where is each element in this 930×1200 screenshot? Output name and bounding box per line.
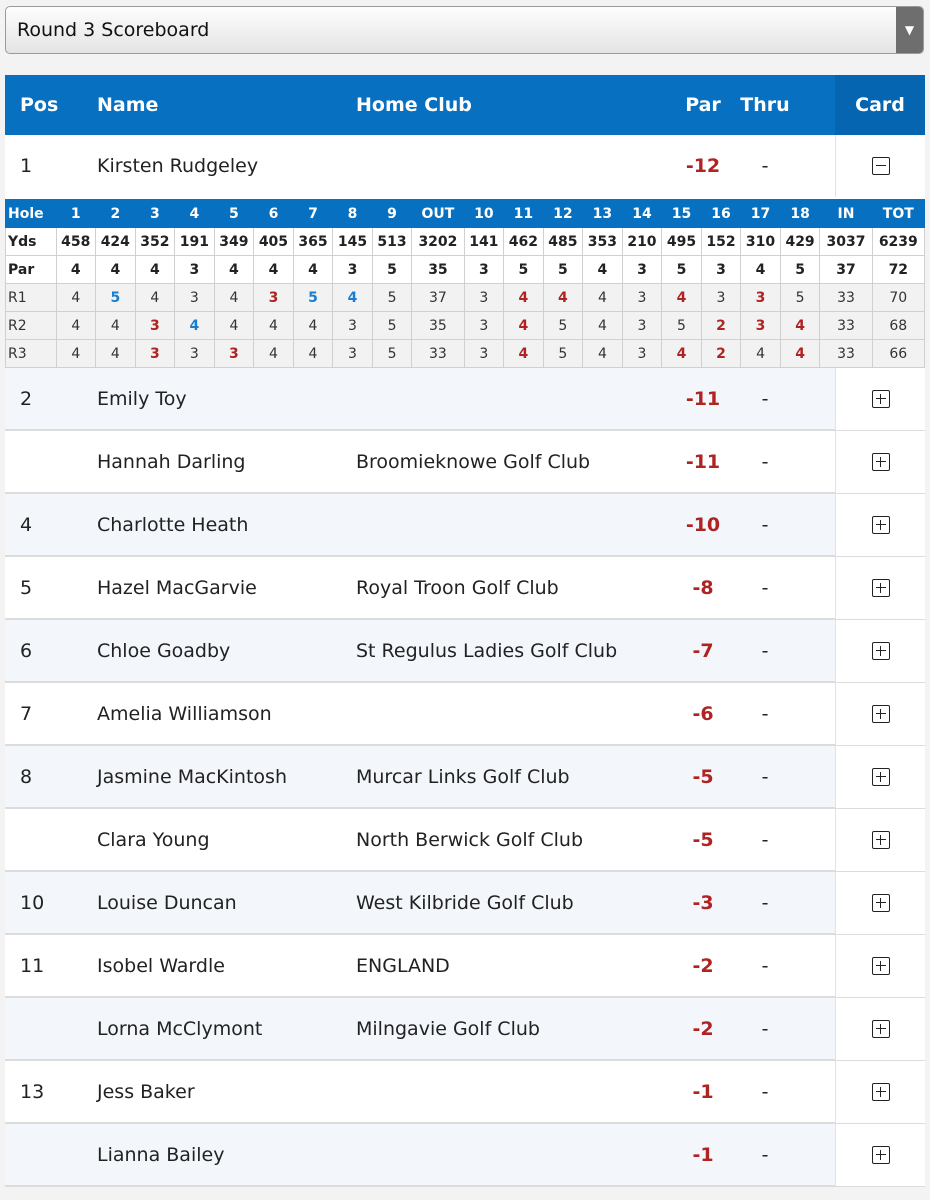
card-toggle[interactable] <box>835 872 925 934</box>
scorecard-cell: 18 <box>780 200 820 228</box>
player-name: Emily Toy <box>97 388 187 410</box>
scorecard-cell: IN <box>820 200 872 228</box>
scorecard-cell: 4 <box>504 284 544 312</box>
player-par: -1 <box>692 1081 714 1103</box>
scorecard-cell: 35 <box>412 312 464 340</box>
scorecard-cell: 3 <box>175 284 215 312</box>
card-toggle[interactable] <box>835 557 925 619</box>
expand-plus-icon[interactable] <box>872 579 890 597</box>
scorecard-cell: 4 <box>293 312 333 340</box>
scorecard-cell: 4 <box>56 256 96 284</box>
expand-plus-icon[interactable] <box>872 957 890 975</box>
scoreboard <box>5 75 925 1187</box>
scorecard-cell: 33 <box>820 312 872 340</box>
card-toggle[interactable] <box>835 809 925 871</box>
scorecard-cell: 37 <box>820 256 872 284</box>
scorecard-cell: 3 <box>333 256 373 284</box>
player-par: -3 <box>692 892 714 914</box>
scorecard-panel <box>5 197 925 368</box>
scorecard-cell: 458 <box>56 228 96 256</box>
scorecard-cell: 145 <box>333 228 373 256</box>
scorecard-cell: OUT <box>412 200 464 228</box>
scorecard-cell: 4 <box>135 284 175 312</box>
scorecard-cell: 5 <box>543 256 583 284</box>
header-thru-label: Thru <box>740 94 790 116</box>
scorecard-cell: 3 <box>622 312 662 340</box>
scorecard-cell: 349 <box>214 228 254 256</box>
scorecard-cell: 33 <box>412 340 464 368</box>
player-pos: 10 <box>20 892 45 914</box>
scorecard-cell: 4 <box>254 312 294 340</box>
scorecard-cell: 3 <box>622 284 662 312</box>
player-pos: 2 <box>20 388 33 410</box>
player-thru: - <box>761 1018 769 1040</box>
card-toggle[interactable] <box>835 1061 925 1123</box>
scorecard-cell: 11 <box>504 200 544 228</box>
scorecard-cell: 3 <box>741 312 781 340</box>
player-thru: - <box>761 955 769 977</box>
scorecard-row <box>6 340 925 368</box>
scorecard-cell: 5 <box>543 340 583 368</box>
table-row[interactable] <box>5 746 925 809</box>
scorecard-cell: 4 <box>96 340 136 368</box>
scorecard-cell: 72 <box>872 256 924 284</box>
scorecard-cell: 2 <box>96 200 136 228</box>
player-name: Louise Duncan <box>97 892 237 914</box>
player-name: Hazel MacGarvie <box>97 577 257 599</box>
scorecard-cell: 3 <box>135 312 175 340</box>
table-row[interactable] <box>5 1061 925 1124</box>
scorecard-cell: 3 <box>464 256 504 284</box>
scorecard-cell: 4 <box>583 312 623 340</box>
player-par: -7 <box>692 640 714 662</box>
scorecard-cell: 12 <box>543 200 583 228</box>
player-thru: - <box>761 514 769 536</box>
scorecard-cell: 4 <box>583 340 623 368</box>
scorecard-cell: 5 <box>372 284 412 312</box>
scorecard-cell: 3 <box>214 340 254 368</box>
player-thru: - <box>761 451 769 473</box>
player-par: -5 <box>692 766 714 788</box>
table-row[interactable] <box>5 1124 925 1187</box>
scorecard-cell: 68 <box>872 312 924 340</box>
player-name: Chloe Goadby <box>97 640 231 662</box>
scorecard-cell: 352 <box>135 228 175 256</box>
scorecard-row-label: R2 <box>6 312 57 340</box>
card-toggle[interactable] <box>835 683 925 745</box>
card-toggle[interactable] <box>835 998 925 1060</box>
scorecard-cell: 3 <box>175 340 215 368</box>
player-thru: - <box>761 155 769 177</box>
scorecard-cell: 4 <box>504 312 544 340</box>
header-club: Home Club <box>356 94 472 116</box>
round-select-value: Round 3 Scoreboard <box>17 19 210 41</box>
scorecard-cell: 5 <box>543 312 583 340</box>
card-toggle[interactable] <box>835 746 925 808</box>
player-par: -12 <box>685 155 721 177</box>
table-row[interactable] <box>5 494 925 557</box>
table-row[interactable] <box>5 431 925 494</box>
expand-plus-icon[interactable] <box>872 1146 890 1164</box>
scorecard-cell: 4 <box>333 284 373 312</box>
scorecard-cell: 2 <box>701 312 741 340</box>
player-par: -11 <box>685 388 721 410</box>
scorecard-cell: 37 <box>412 284 464 312</box>
scorecard-cell: 210 <box>622 228 662 256</box>
player-pos: 7 <box>20 703 33 725</box>
table-row[interactable] <box>5 368 925 431</box>
scorecard-cell: 4 <box>96 312 136 340</box>
player-name: Lianna Bailey <box>97 1144 225 1166</box>
scorecard-cell: 3037 <box>820 228 872 256</box>
scorecard-cell: 5 <box>662 312 702 340</box>
card-toggle[interactable] <box>835 368 925 430</box>
scorecard-cell: 5 <box>504 256 544 284</box>
scorecard-cell: 429 <box>780 228 820 256</box>
card-toggle[interactable] <box>835 494 925 556</box>
player-pos: 5 <box>20 577 33 599</box>
scorecard-cell: TOT <box>872 200 924 228</box>
scorecard-cell: 191 <box>175 228 215 256</box>
scorecard-cell: 3 <box>254 284 294 312</box>
scorecard-cell: 5 <box>662 256 702 284</box>
triangle-down-icon[interactable]: ▼ <box>896 7 923 53</box>
player-pos: 8 <box>20 766 33 788</box>
scorecard-row-label: R1 <box>6 284 57 312</box>
player-name: Clara Young <box>97 829 210 851</box>
scorecard-cell: 4 <box>96 256 136 284</box>
player-pos: 4 <box>20 514 33 536</box>
scorecard-cell: 6239 <box>872 228 924 256</box>
scorecard-row-label: Yds <box>6 228 57 256</box>
scorecard-cell: 4 <box>56 312 96 340</box>
scorecard-cell: 4 <box>583 256 623 284</box>
card-toggle[interactable] <box>835 1124 925 1186</box>
header-name: Name <box>97 94 159 116</box>
player-club: Broomieknowe Golf Club <box>356 451 591 473</box>
scorecard-cell: 8 <box>333 200 373 228</box>
scorecard-cell: 3 <box>135 340 175 368</box>
scorecard-row <box>6 284 925 312</box>
round-select[interactable] <box>5 6 924 54</box>
scorecard-cell: 4 <box>214 312 254 340</box>
table-row[interactable] <box>5 935 925 998</box>
expand-plus-icon[interactable] <box>872 642 890 660</box>
expand-plus-icon[interactable] <box>872 1083 890 1101</box>
player-thru: - <box>761 1081 769 1103</box>
scorecard-cell: 424 <box>96 228 136 256</box>
player-club: ENGLAND <box>356 955 450 977</box>
table-row[interactable] <box>5 809 925 872</box>
player-name: Amelia Williamson <box>97 703 272 725</box>
player-par: -2 <box>692 1018 714 1040</box>
scorecard-cell: 485 <box>543 228 583 256</box>
scorecard-cell: 4 <box>780 340 820 368</box>
scorecard-cell: 5 <box>96 284 136 312</box>
player-thru: - <box>761 892 769 914</box>
card-toggle[interactable] <box>835 935 925 997</box>
scorecard-cell: 5 <box>372 340 412 368</box>
player-par: -5 <box>692 829 714 851</box>
scorecard-cell: 35 <box>412 256 464 284</box>
scoreboard-header <box>5 75 925 135</box>
scorecard-row-label: Hole <box>6 200 57 228</box>
player-pos: 6 <box>20 640 33 662</box>
header-pos: Pos <box>20 94 59 116</box>
scorecard-cell: 405 <box>254 228 294 256</box>
scorecard-cell: 3 <box>135 200 175 228</box>
card-toggle[interactable] <box>835 431 925 493</box>
player-par: -11 <box>685 451 721 473</box>
expand-plus-icon[interactable] <box>872 894 890 912</box>
player-pos: 13 <box>20 1081 45 1103</box>
scorecard-cell: 4 <box>780 312 820 340</box>
scorecard-row <box>6 256 925 284</box>
expand-plus-icon[interactable] <box>872 516 890 534</box>
scorecard-cell: 3 <box>741 284 781 312</box>
scorecard-cell: 3202 <box>412 228 464 256</box>
scorecard-cell: 3 <box>464 340 504 368</box>
scorecard-cell: 4 <box>543 284 583 312</box>
scorecard-cell: 495 <box>662 228 702 256</box>
scorecard-cell: 3 <box>175 256 215 284</box>
scorecard-cell: 4 <box>662 340 702 368</box>
scorecard-cell: 5 <box>214 200 254 228</box>
table-row[interactable] <box>5 620 925 683</box>
scorecard-cell: 365 <box>293 228 333 256</box>
table-row[interactable] <box>5 998 925 1061</box>
scorecard-cell: 5 <box>372 256 412 284</box>
scorecard-row-label: R3 <box>6 340 57 368</box>
player-club: St Regulus Ladies Golf Club <box>356 640 618 662</box>
scorecard-cell: 13 <box>583 200 623 228</box>
player-club: North Berwick Golf Club <box>356 829 584 851</box>
scorecard-cell: 33 <box>820 340 872 368</box>
player-name: Jess Baker <box>97 1081 195 1103</box>
header-par: Par <box>685 94 721 116</box>
scorecard-cell: 3 <box>701 284 741 312</box>
table-row[interactable] <box>5 872 925 935</box>
player-name: Kirsten Rudgeley <box>97 155 259 177</box>
scorecard-cell: 141 <box>464 228 504 256</box>
scorecard-cell: 7 <box>293 200 333 228</box>
scorecard-cell: 4 <box>741 340 781 368</box>
scorecard-row <box>6 200 925 228</box>
card-toggle[interactable] <box>835 135 925 197</box>
player-pos: 11 <box>20 955 45 977</box>
player-club: Royal Troon Golf Club <box>356 577 559 599</box>
player-club: West Kilbride Golf Club <box>356 892 574 914</box>
scorecard-cell: 152 <box>701 228 741 256</box>
scorecard-cell: 16 <box>701 200 741 228</box>
scorecard-cell: 353 <box>583 228 623 256</box>
expand-plus-icon[interactable] <box>872 390 890 408</box>
scorecard-cell: 4 <box>293 256 333 284</box>
scorecard-cell: 70 <box>872 284 924 312</box>
scorecard-cell: 4 <box>175 200 215 228</box>
scorecard-cell: 3 <box>464 312 504 340</box>
expand-plus-icon[interactable] <box>872 768 890 786</box>
scorecard-cell: 3 <box>333 312 373 340</box>
table-row[interactable] <box>5 683 925 746</box>
scorecard-cell: 14 <box>622 200 662 228</box>
scorecard-cell: 4 <box>214 256 254 284</box>
player-thru: - <box>761 829 769 851</box>
scorecard-cell: 4 <box>293 340 333 368</box>
scorecard-cell: 6 <box>254 200 294 228</box>
player-name: Lorna McClymont <box>97 1018 263 1040</box>
scorecard-table <box>5 199 925 368</box>
scorecard-row <box>6 228 925 256</box>
scorecard-cell: 9 <box>372 200 412 228</box>
expand-plus-icon[interactable] <box>872 453 890 471</box>
scorecard-cell: 5 <box>293 284 333 312</box>
header-card: Card <box>835 75 925 135</box>
scorecard-cell: 5 <box>372 312 412 340</box>
expand-plus-icon[interactable] <box>872 831 890 849</box>
scorecard-cell: 3 <box>622 256 662 284</box>
scorecard-cell: 3 <box>701 256 741 284</box>
scorecard-cell: 4 <box>662 284 702 312</box>
player-par: -8 <box>692 577 714 599</box>
player-thru: - <box>761 388 769 410</box>
scorecard-row-label: Par <box>6 256 57 284</box>
player-club: Murcar Links Golf Club <box>356 766 570 788</box>
header-thru <box>720 75 810 135</box>
scorecard-cell: 5 <box>780 284 820 312</box>
scorecard-cell: 33 <box>820 284 872 312</box>
table-row-leader[interactable] <box>5 135 925 197</box>
player-list <box>5 368 925 1187</box>
scorecard-cell: 3 <box>464 284 504 312</box>
scorecard-cell: 1 <box>56 200 96 228</box>
collapse-minus-icon[interactable] <box>872 157 890 175</box>
expand-plus-icon[interactable] <box>872 705 890 723</box>
scorecard-cell: 66 <box>872 340 924 368</box>
scorecard-cell: 5 <box>780 256 820 284</box>
scorecard-cell: 4 <box>214 284 254 312</box>
scorecard-cell: 3 <box>333 340 373 368</box>
scorecard-cell: 4 <box>175 312 215 340</box>
player-thru: - <box>761 577 769 599</box>
scorecard-cell: 3 <box>622 340 662 368</box>
scorecard-cell: 4 <box>135 256 175 284</box>
scorecard-cell: 2 <box>701 340 741 368</box>
player-club: Milngavie Golf Club <box>356 1018 540 1040</box>
scorecard-cell: 17 <box>741 200 781 228</box>
scorecard-cell: 10 <box>464 200 504 228</box>
scorecard-cell: 4 <box>56 284 96 312</box>
scorecard-cell: 513 <box>372 228 412 256</box>
scorecard-cell: 15 <box>662 200 702 228</box>
player-name: Isobel Wardle <box>97 955 225 977</box>
card-toggle[interactable] <box>835 620 925 682</box>
player-par: -1 <box>692 1144 714 1166</box>
player-name: Charlotte Heath <box>97 514 249 536</box>
scorecard-cell: 4 <box>254 256 294 284</box>
scorecard-cell: 4 <box>254 340 294 368</box>
player-thru: - <box>761 703 769 725</box>
player-par: -2 <box>692 955 714 977</box>
player-name: Hannah Darling <box>97 451 246 473</box>
table-row[interactable] <box>5 557 925 620</box>
player-thru: - <box>761 766 769 788</box>
scorecard-cell: 462 <box>504 228 544 256</box>
scorecard-cell: 4 <box>741 256 781 284</box>
player-thru: - <box>761 640 769 662</box>
player-par: -6 <box>692 703 714 725</box>
scorecard-cell: 4 <box>56 340 96 368</box>
player-pos: 1 <box>20 155 33 177</box>
scorecard-cell: 4 <box>583 284 623 312</box>
player-name: Jasmine MacKintosh <box>97 766 287 788</box>
scorecard-cell: 310 <box>741 228 781 256</box>
expand-plus-icon[interactable] <box>872 1020 890 1038</box>
scorecard-row <box>6 312 925 340</box>
scorecard-cell: 4 <box>504 340 544 368</box>
player-par: -10 <box>685 514 721 536</box>
player-thru: - <box>761 1144 769 1166</box>
